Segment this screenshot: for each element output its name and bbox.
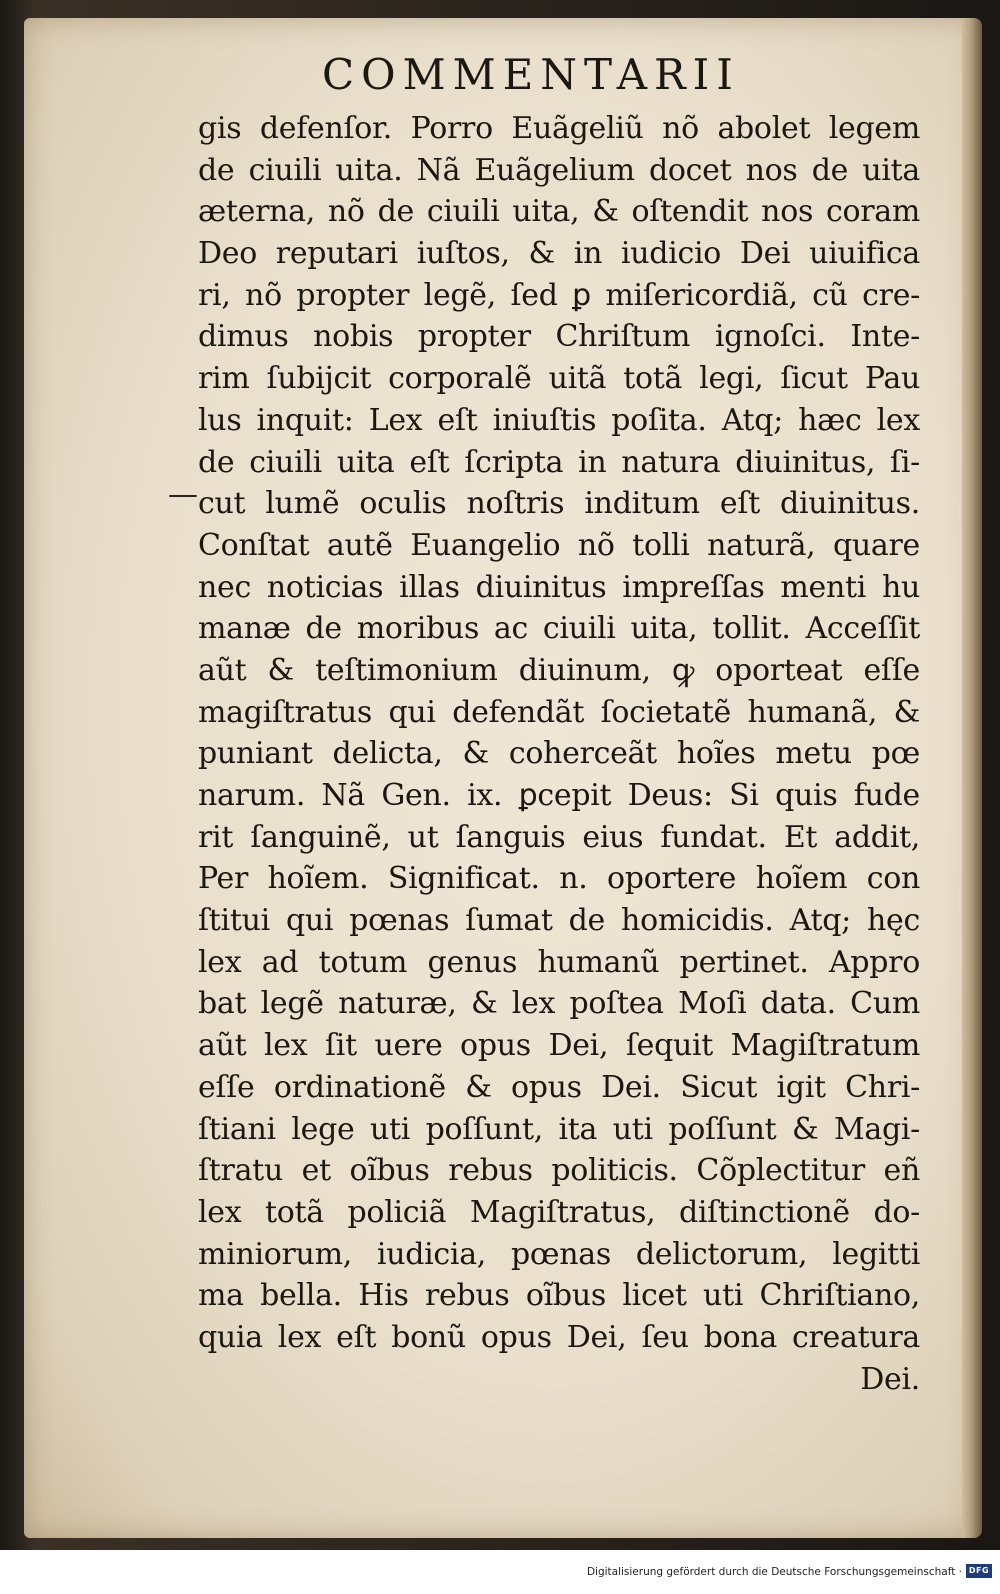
text-line: Conſtat autẽ Euangelio nõ tolli naturã, quare <box>198 527 920 563</box>
text-line: de ciuili uita. Nã Euãgelium docet nos de uita <box>198 152 920 188</box>
text-line: rim ſubijcit corporalẽ uitã totã legi, ſicut Pau <box>198 361 920 397</box>
text-line: ma bella. His rebus oĩbus licet uti Chriſtiano, <box>198 1278 920 1314</box>
text-line: gis defenſor. Porro Euãgeliũ nõ abolet legem <box>198 111 920 146</box>
text-line: miniorum, iudicia, pœnas delictorum, legitti <box>198 1236 920 1272</box>
text-line: ſtratu et oĩbus rebus politicis. Cõplectitur eñ <box>198 1153 920 1189</box>
text-line: aũt lex ſit uere opus Dei, ſequit Magiſtratum <box>198 1028 920 1064</box>
text-line: lex totã policiã Magiſtratus, diſtinctionẽ do- <box>198 1194 920 1230</box>
text-line: bat legẽ naturæ, & lex poſtea Moſi data. Cum <box>198 986 920 1022</box>
dfg-logo: DFG <box>966 1564 992 1578</box>
text-line: lus inquit: Lex eſt iniuſtis poſita. Atq; hæc lex <box>198 402 920 438</box>
text-line: æterna, nõ de ciuili uita, & oſtendit nos coram <box>198 194 920 230</box>
text-line: magiſtratus qui defendãt ſocietatẽ humanã, & <box>198 694 920 730</box>
page-edge <box>962 18 982 1538</box>
text-line: eſſe ordinationẽ & opus Dei. Sicut igit Chri- <box>198 1069 920 1105</box>
text-line: ri, nõ propter legẽ, ſed ꝑ miſericordiã, cũ cre- <box>198 277 920 313</box>
text-line: de ciuili uita eſt ſcripta in natura diuinitus, ſi- <box>198 444 920 480</box>
digitization-footer <box>0 1550 1000 1594</box>
text-line: Deo reputari iuſtos, & in iudicio Dei uiuifica <box>198 236 920 272</box>
text-line: ſtitui qui pœnas ſumat de homicidis. Atq; hęc <box>198 903 920 939</box>
text-block <box>198 108 920 1400</box>
running-header: COMMENTARII <box>322 50 740 99</box>
margin-mark: — <box>168 477 198 512</box>
funding-credit: Digitalisierung gefördert durch die Deutsche Forschungsgemeinschaft · <box>586 1566 962 1578</box>
text-line: cut lumẽ oculis noſtris inditum eſt diuinitus. <box>198 486 920 522</box>
text-line: manæ de moribus ac ciuili uita, tollit. Acceſſit <box>198 611 920 647</box>
text-line: nec noticias illas diuinitus impreſſas menti hu <box>198 569 920 605</box>
text-line: narum. Nã Gen. ix. ꝑcepit Deus: Si quis fude <box>198 778 920 813</box>
text-line: lex ad totum genus humanũ pertinet. Appro <box>198 944 920 980</box>
text-line: rit ſanguinẽ, ut ſanguis eius fundat. Et addit, <box>198 819 920 855</box>
text-line: puniant delicta, & coherceãt hoĩes metu pœ <box>198 736 920 772</box>
text-line: dimus nobis propter Chriſtum ignoſci. Inte- <box>198 319 920 355</box>
text-line: aũt & teſtimonium diuinum, ꝙ oporteat eſſe <box>198 652 920 688</box>
text-line: ſtiani lege uti poſſunt, ita uti poſſunt & Magi- <box>198 1111 920 1147</box>
catchword-line: Dei. <box>860 1361 920 1397</box>
text-line: Per hoĩem. Significat. n. oportere hoĩem con <box>198 861 920 897</box>
text-line: quia lex eſt bonũ opus Dei, ſeu bona creatura <box>198 1319 920 1355</box>
